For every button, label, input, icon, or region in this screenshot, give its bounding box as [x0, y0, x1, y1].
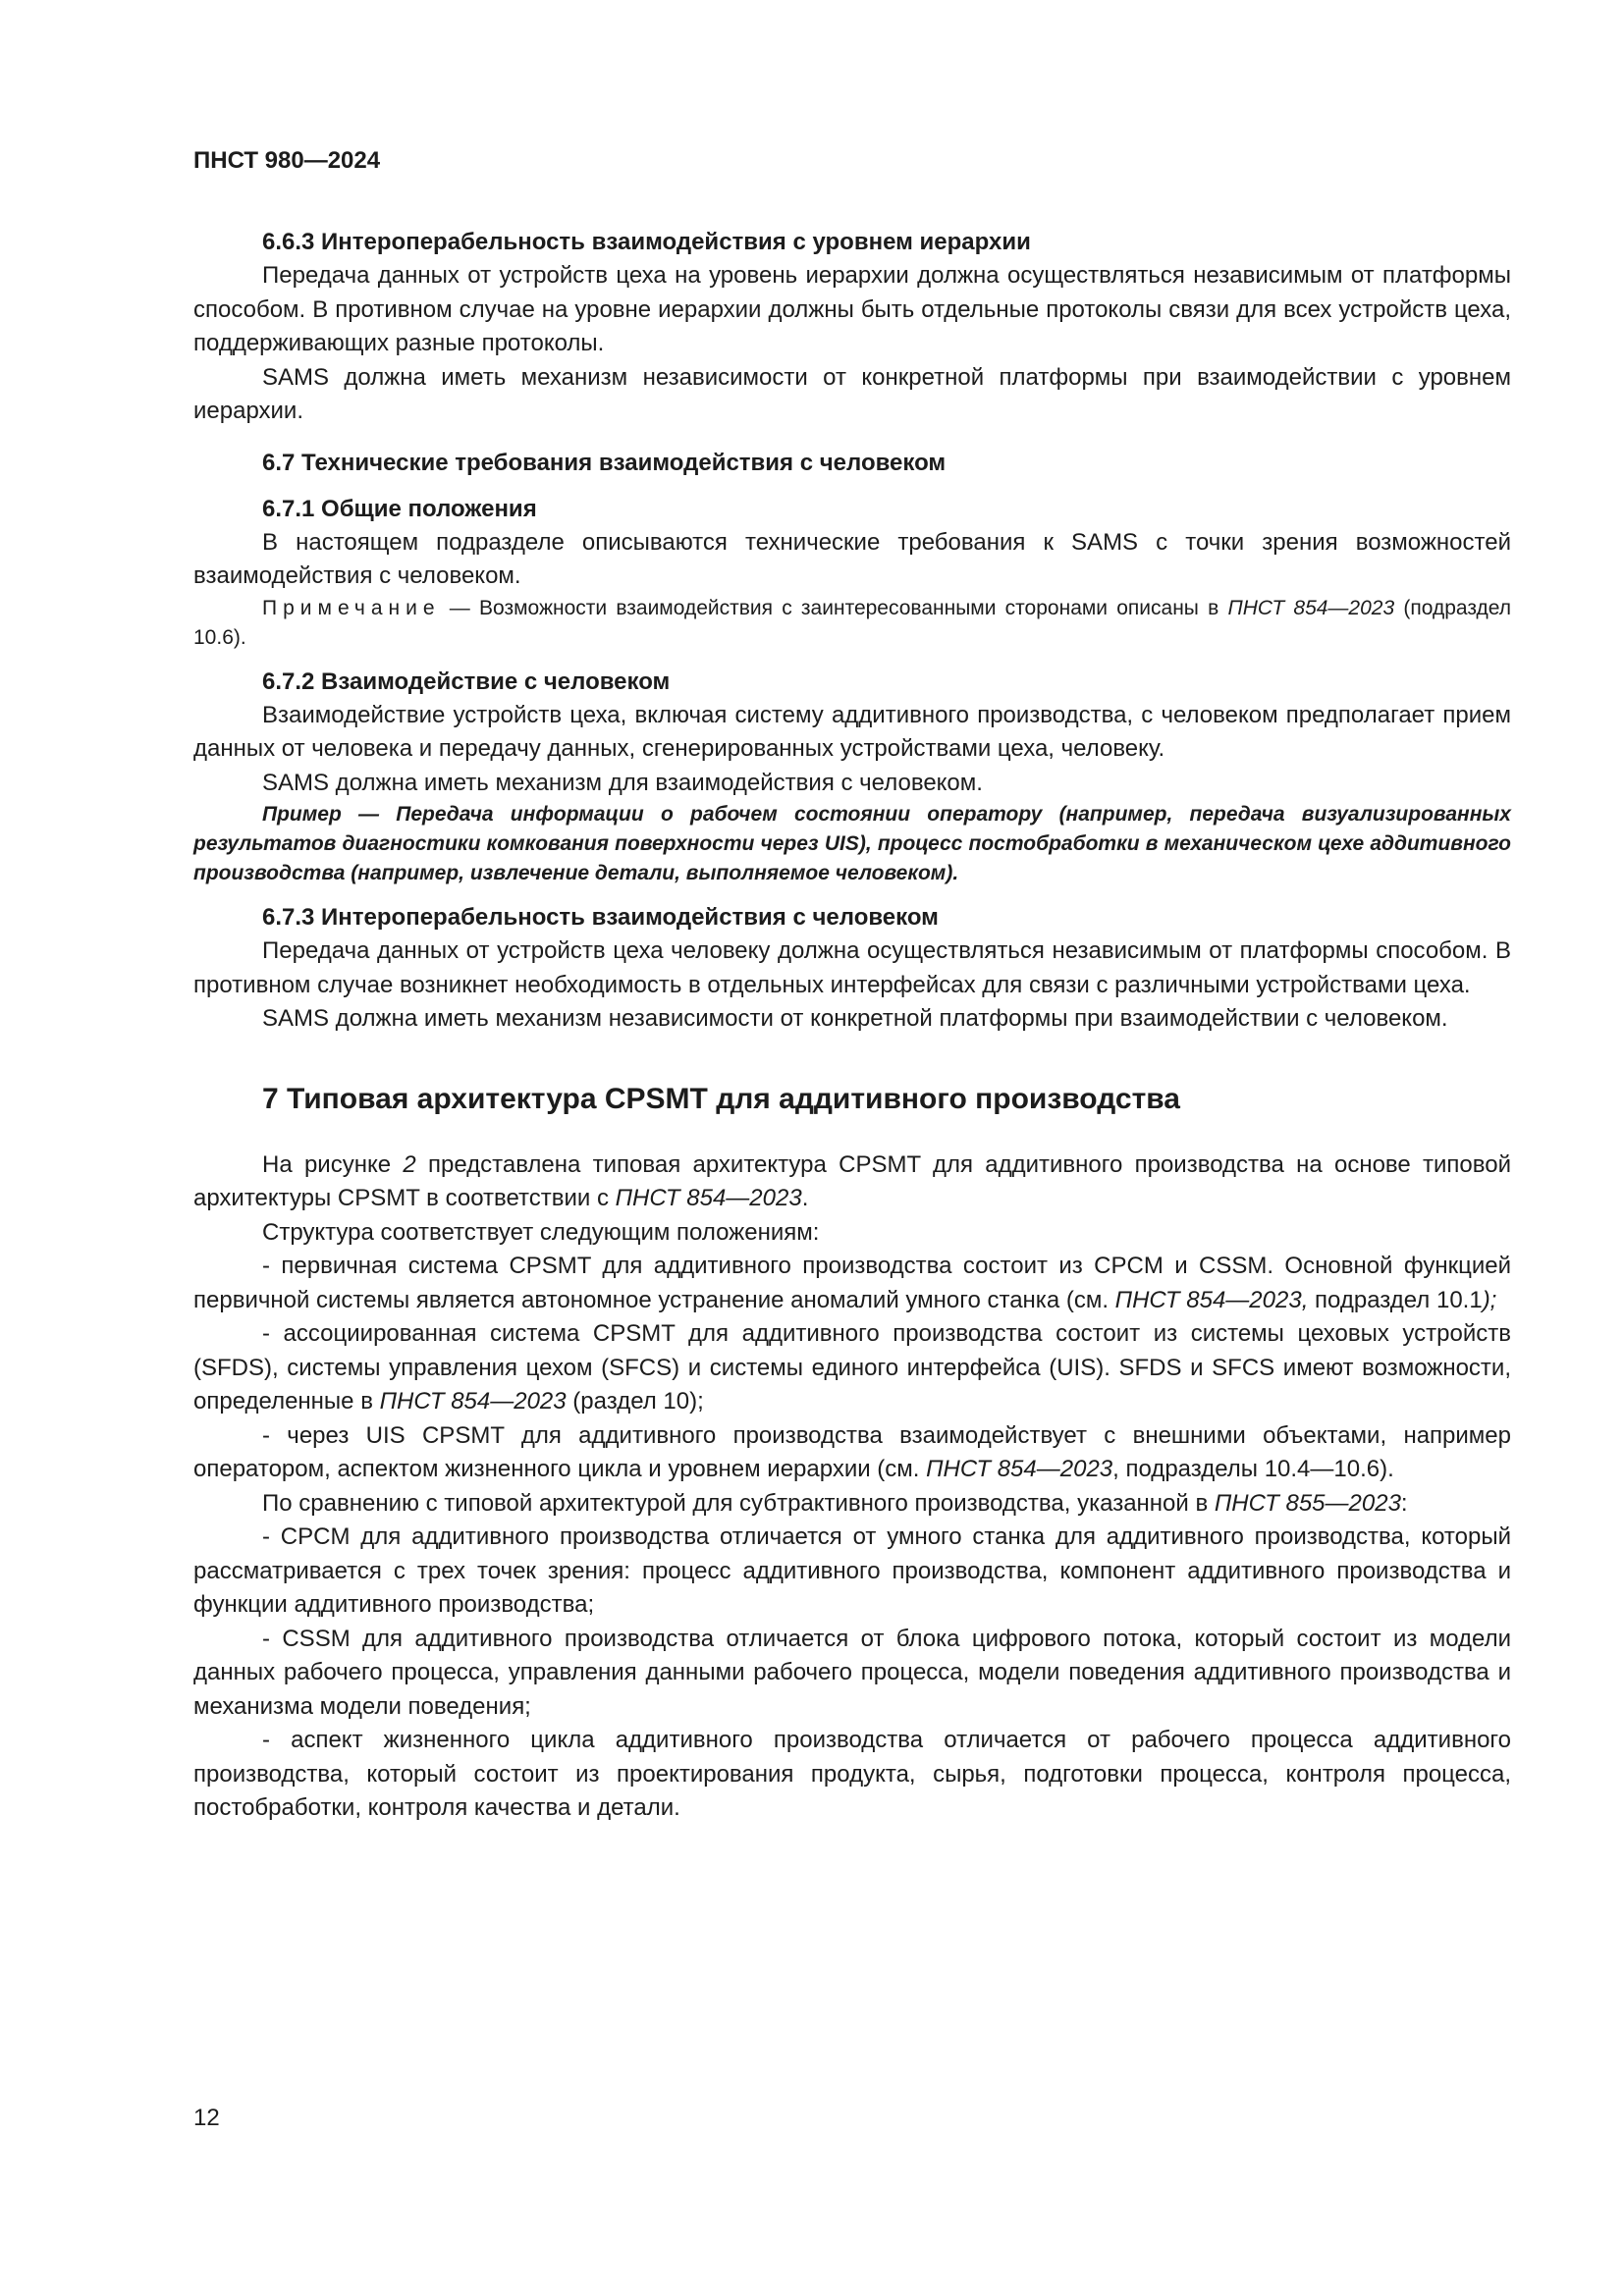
note: [193, 594, 1511, 653]
paragraph: Структура соответствует следующим положениям:: [262, 1218, 820, 1246]
heading-6-7-2: 6.7.2 Взаимодействие с человеком: [262, 667, 671, 695]
heading-6-7-1: 6.7.1 Общие положения: [262, 495, 537, 522]
list-item: [193, 1317, 1511, 1419]
list-item: - аспект жизненного цикла аддитивного производства отличается от рабочего процесса аддитивного производства, который состоит из проектирования продукта, сырья, подготовки процесса, контроля процесса, постобработки, контроля качества и детали.: [193, 1727, 1511, 1821]
paragraph: В настоящем подразделе описываются технические требования к SAMS с точки зрения возможностей взаимодействия с человеком.: [193, 528, 1511, 589]
paragraph: SAMS должна иметь механизм независимости от конкретной платформы при взаимодействии с уровнем иерархии.: [193, 363, 1511, 424]
paragraph: [193, 1148, 1511, 1216]
example: Пример — Передача информации о рабочем состоянии оператору (например, передача визуализированных результатов диагностики комкования поверхности через UIS), процесс постобработки в механическом цехе аддитивного производства (например, извлечение детали, выполняемое человеком).: [193, 803, 1511, 884]
heading-section-7: 7 Типовая архитектура CPSMT для аддитивного производства: [262, 1082, 1180, 1115]
page-number: 12: [193, 2105, 220, 2131]
text-run: );: [1482, 1286, 1497, 1313]
standard-reference: ПНСТ 854—2023: [615, 1185, 802, 1211]
text-run: По сравнению с типовой архитектурой для субтрактивного производства, указанной в: [262, 1489, 1215, 1517]
page-content: [193, 226, 1511, 1826]
paragraph: [193, 1487, 1511, 1522]
paragraph: SAMS должна иметь механизм для взаимодействия с человеком.: [262, 769, 983, 796]
list-item: [193, 1419, 1511, 1487]
paragraph: Взаимодействие устройств цеха, включая систему аддитивного производства, с человеком предполагает прием данных от человека и передачу данных, сгенерированных устройствами цеха, человеку.: [193, 701, 1511, 762]
text-run: .: [801, 1185, 809, 1211]
note-text: — Возможности взаимодействия с заинтересованными сторонами описаны в: [440, 596, 1228, 619]
text-run: подраздел 10.1: [1308, 1286, 1483, 1313]
text-run: - через UIS CPSMT для аддитивного производства взаимодействует с внешними объектами, например оператором, аспектом жизненного цикла и уровнем иерархии (см.: [193, 1421, 1511, 1482]
figure-reference: 2: [403, 1150, 416, 1178]
heading-6-7-3: 6.7.3 Интероперабельность взаимодействия с человеком: [262, 904, 939, 931]
paragraph: SAMS должна иметь механизм независимости от конкретной платформы при взаимодействии с человеком.: [262, 1005, 1448, 1032]
standard-reference: ПНСТ 854—2023,: [1114, 1286, 1309, 1313]
paragraph: Передача данных от устройств цеха человеку должна осуществляться независимым от платформы способом. В противном случае возникнет необходимость в отдельных интерфейсах для связи с различными устройствами цеха.: [193, 937, 1511, 998]
standard-reference: ПНСТ 854—2023: [1227, 596, 1395, 619]
text-run: представлена типовая архитектура CPSMT для аддитивного производства на основе типовой архитектуры CPSMT в соответствии с: [193, 1150, 1512, 1211]
paragraph: Передача данных от устройств цеха на уровень иерархии должна осуществляться независимым от платформы способом. В противном случае на уровне иерархии должны быть отдельные протоколы связи для всех устройств цеха, поддерживающих разные протоколы.: [193, 262, 1511, 356]
heading-6-6-3: 6.6.3 Интероперабельность взаимодействия с уровнем иерархии: [262, 229, 1031, 255]
standard-reference: ПНСТ 854—2023: [926, 1456, 1113, 1482]
document-id: ПНСТ 980—2024: [193, 147, 381, 174]
list-item: - CSSM для аддитивного производства отличается от блока цифрового потока, который состоит из модели данных рабочего процесса, управления данными рабочего процесса, модели поведения аддитивного производства и механизма модели поведения;: [193, 1625, 1511, 1720]
standard-reference: ПНСТ 854—2023: [379, 1388, 567, 1415]
note-tail: (подраздел 10.6).: [193, 596, 1511, 649]
list-item: [193, 1250, 1511, 1317]
text-run: (раздел 10);: [566, 1388, 704, 1415]
text-run: - первичная система CPSMT для аддитивного производства состоит из CPCM и CSSM. Основной функцией первичной системы является автономное устранение аномалий умного станка (см.: [193, 1253, 1511, 1313]
note-label: Примечание: [262, 596, 441, 619]
text-run: :: [1400, 1489, 1408, 1517]
list-item: - CPCM для аддитивного производства отличается от умного станка для аддитивного производства, который рассматривается с трех точек зрения: процесс аддитивного производства, компонент аддитивного производства и функции аддитивного производства;: [193, 1523, 1511, 1618]
text-run: На рисунке: [262, 1150, 404, 1178]
text-run: , подразделы 10.4—10.6).: [1112, 1456, 1394, 1482]
heading-6-7: 6.7 Технические требования взаимодействия с человеком: [262, 449, 947, 476]
text-run: - ассоциированная система CPSMT для аддитивного производства состоит из системы цеховых устройств (SFDS), системы управления цехом (SFCS) и системы единого интерфейса (UIS). SFDS и SFCS имеют возможности, определенные в: [193, 1320, 1511, 1415]
standard-reference: ПНСТ 855—2023: [1214, 1489, 1401, 1517]
